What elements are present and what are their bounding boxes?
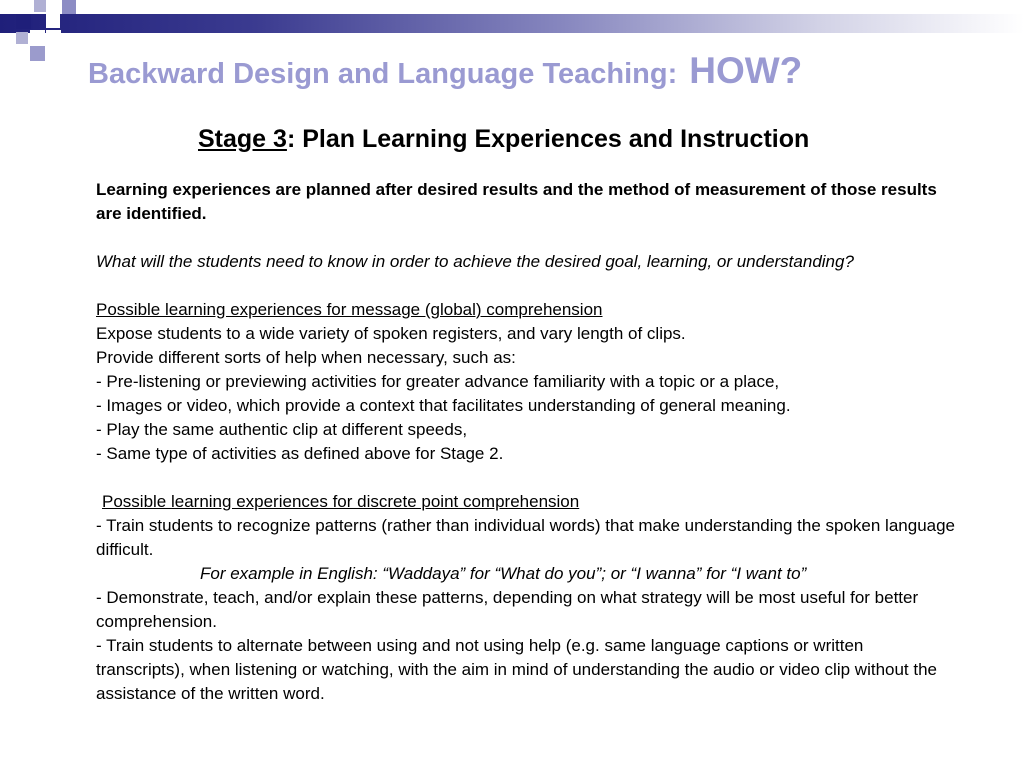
example-line: For example in English: “Waddaya” for “What do you”; or “I wanna” for “I want to” bbox=[200, 564, 807, 583]
intro-question: What will the students need to know in order to achieve the desired goal, learning, or understanding? bbox=[96, 252, 854, 271]
stage-label: Stage 3 bbox=[198, 125, 287, 153]
list-item: - Same type of activities as defined above for Stage 2. bbox=[96, 444, 504, 463]
slide-title bbox=[88, 50, 802, 92]
discrete-section-heading-row bbox=[96, 490, 956, 514]
list-item: - Train students to recognize patterns (rather than individual words) that make understanding the spoken language difficult. bbox=[96, 516, 956, 559]
slide-subtitle bbox=[198, 125, 809, 154]
slide-title-how: HOW? bbox=[689, 50, 803, 91]
intro-statement: Learning experiences are planned after desired results and the method of measurement of those results are identified. bbox=[96, 180, 937, 223]
subtitle-text: : Plan Learning Experiences and Instruction bbox=[286, 125, 810, 153]
discrete-section-heading: Possible learning experiences for discrete point comprehension bbox=[102, 492, 580, 511]
list-item: - Demonstrate, teach, and/or explain these patterns, depending on what strategy will be most useful for better comprehension. bbox=[96, 588, 919, 631]
list-item: - Play the same authentic clip at different speeds, bbox=[96, 420, 468, 439]
slide-body bbox=[96, 178, 956, 706]
decorative-square bbox=[30, 46, 45, 61]
list-item: - Images or video, which provide a context that facilitates understanding of general meaning. bbox=[96, 396, 791, 415]
list-item: Provide different sorts of help when necessary, such as: bbox=[96, 348, 516, 367]
slide-title-text: Backward Design and Language Teaching: bbox=[88, 58, 678, 90]
decorative-square bbox=[16, 32, 28, 44]
global-section-heading: Possible learning experiences for message (global) comprehension bbox=[96, 300, 603, 319]
list-item: - Train students to alternate between using and not using help (e.g. same language captions or written transcripts), when listening or watching, with the aim in mind of understanding the audio or video clip without the assistance of the written word. bbox=[96, 636, 938, 703]
decorative-square bbox=[46, 14, 60, 28]
decorative-square bbox=[16, 14, 31, 29]
decorative-square bbox=[62, 0, 76, 14]
decorative-square bbox=[34, 0, 46, 12]
list-item: Expose students to a wide variety of spoken registers, and vary length of clips. bbox=[96, 324, 686, 343]
header-gradient-band bbox=[0, 14, 1024, 33]
decorative-square bbox=[46, 30, 61, 45]
decorative-square bbox=[30, 30, 45, 45]
list-item: - Pre-listening or previewing activities for greater advance familiarity with a topic or a place, bbox=[96, 372, 780, 391]
